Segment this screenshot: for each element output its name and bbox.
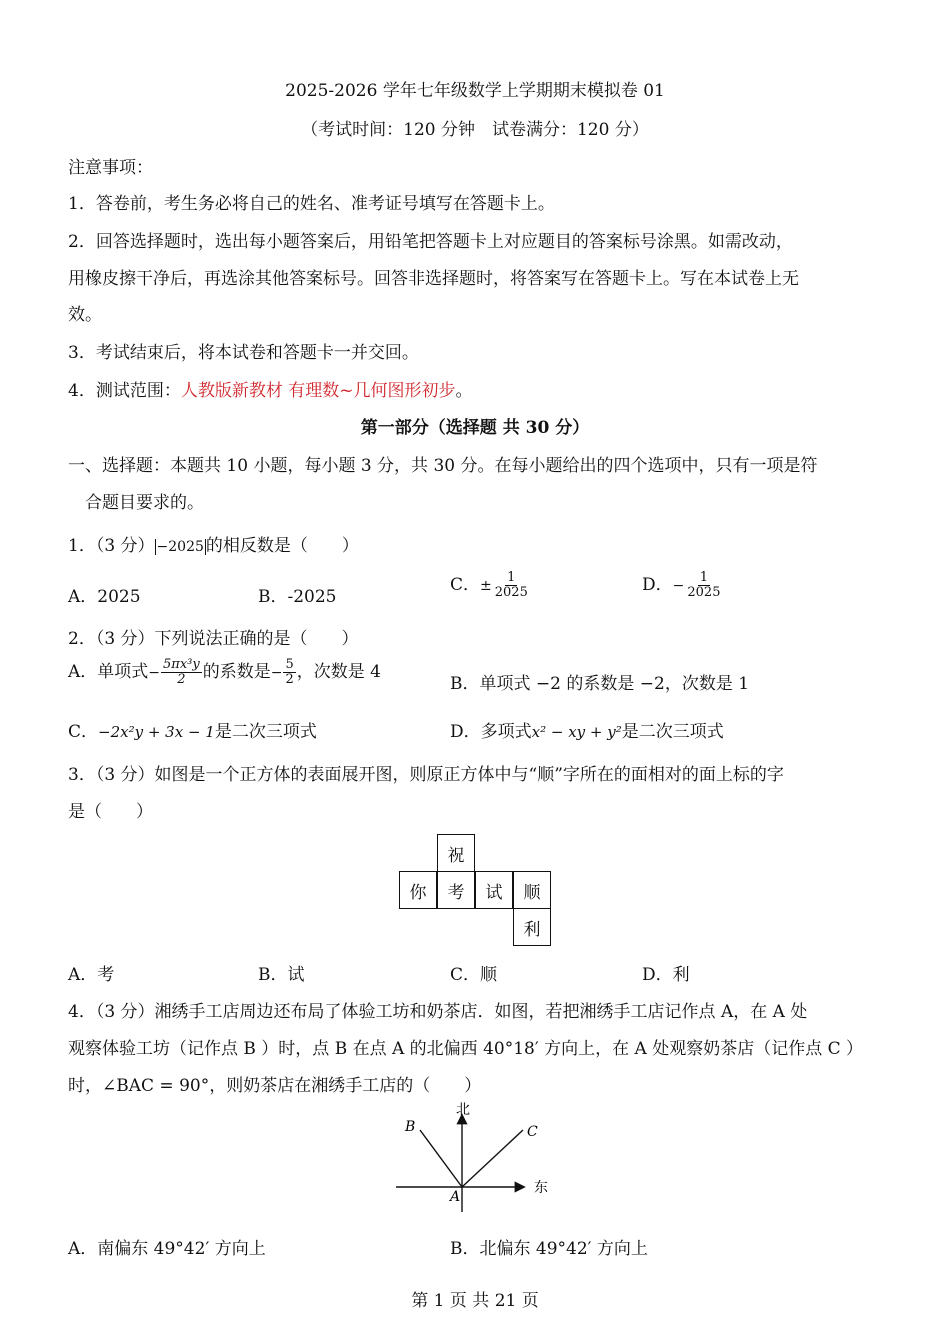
q2-a-num2: 5: [285, 657, 294, 673]
ray-ab: [420, 1130, 462, 1187]
section-intro-line-2: 合题目要求的。: [85, 493, 204, 513]
page-title: 2025-2026 学年七年级数学上学期期末模拟卷 01: [285, 81, 665, 101]
q2-a-num: 5πx³y: [163, 657, 200, 673]
q2-option-b[interactable]: B．单项式 −2 的系数是 −2，次数是 1: [450, 674, 750, 694]
q2-a-mid: 的系数是: [202, 662, 271, 682]
ray-ac: [462, 1130, 523, 1187]
q4-option-b[interactable]: B．北偏东 49°42′ 方向上: [450, 1239, 648, 1259]
note-2-line-3: 效。: [68, 305, 102, 325]
question-3-stem-line-2: 是（ ）: [68, 802, 153, 822]
net-cell-zhu: 祝: [437, 834, 475, 872]
q4-option-a[interactable]: A．南偏东 49°42′ 方向上: [68, 1239, 266, 1259]
q2-d-suffix: 是二次三项式: [621, 722, 724, 742]
q1-c-sign: ±: [480, 578, 492, 594]
q2-a-den: 2: [177, 672, 186, 687]
q3-option-d[interactable]: D．利: [642, 965, 690, 985]
q2-d-expr: x² − xy + y²: [531, 723, 622, 741]
q1-option-d[interactable]: [642, 570, 723, 600]
net-cell-kao: 考: [437, 871, 475, 909]
q2-a-neg2: −: [270, 665, 283, 681]
note-2-line-1: 2．回答选择题时，选出每小题答案后，用铅笔把答题卡上对应题目的答案标号涂黑。如需改动，: [68, 232, 793, 252]
q1-c-num: 1: [507, 570, 516, 586]
q3-option-a[interactable]: A．考: [68, 965, 115, 985]
section-intro-line-1: 一、选择题：本题共 10 小题，每小题 3 分，共 30 分。在每小题给出的四个选项中，只有一项是符: [68, 456, 818, 476]
note-1: 1．答卷前，考生务必将自己的姓名、准考证号填写在答题卡上。: [68, 194, 555, 214]
question-1-stem: [68, 531, 359, 556]
q2-d-prefix: D．多项式: [450, 722, 532, 742]
q1-d-den: 2025: [687, 585, 721, 600]
east-label: 东: [534, 1180, 548, 1196]
note-3: 3．考试结束后，将本试卷和答题卡一并交回。: [68, 343, 419, 363]
note-2-line-2: 用橡皮擦干净后，再选涂其他答案标号。回答非选择题时，将答案写在答题卡上。写在本试卷上无: [68, 269, 799, 289]
q2-a-neg: −: [148, 665, 161, 681]
q2-a-fraction: [161, 658, 202, 686]
q1-suffix: 的相反数是（ ）: [205, 536, 359, 556]
note-4-suffix: 。: [455, 381, 473, 401]
q2-a-fraction-2: [283, 658, 295, 686]
question-4-line-3: 时，∠BAC = 90°，则奶茶店在湘绣手工店的（ ）: [68, 1076, 482, 1096]
q1-abs-value: −2025: [156, 539, 204, 555]
q2-a-prefix: A．单项式: [68, 662, 149, 682]
q1-d-num: 1: [699, 570, 709, 586]
q1-d-sign: −: [672, 578, 685, 594]
notes-heading: 注意事项：: [68, 158, 153, 178]
net-cell-ni: 你: [399, 871, 437, 909]
q1-d-fraction: [685, 571, 722, 599]
point-b-label: B: [405, 1119, 416, 1135]
q3-option-c[interactable]: C．顺: [450, 965, 498, 985]
q2-option-d[interactable]: [450, 717, 724, 742]
page-number: 第 1 页 共 21 页: [411, 1291, 539, 1311]
q2-a-suffix: ，次数是 4: [296, 662, 381, 682]
part-1-title: 第一部分（选择题 共 30 分）: [360, 418, 590, 438]
question-3-stem-line-1: 3．（3 分）如图是一个正方体的表面展开图，则原正方体中与“顺”字所在的面相对的面上标的字: [68, 765, 784, 785]
q1-prefix: 1．（3 分）: [68, 536, 155, 556]
net-cell-shi: 试: [475, 871, 513, 909]
exam-info: （考试时间：120 分钟 试卷满分：120 分）: [301, 120, 649, 140]
q2-c-suffix: 是二次三项式: [214, 722, 317, 742]
q3-option-b[interactable]: B．试: [258, 965, 305, 985]
q2-c-expr: −2x²y + 3x − 1: [98, 723, 215, 741]
north-label: 北: [456, 1102, 470, 1118]
net-cell-li: 利: [513, 908, 551, 946]
question-4-line-2: 观察体验工坊（记作点 B ）时，点 B 在点 A 的北偏西 40°18′ 方向上，在 A 处观察奶茶店（记作点 C ）: [68, 1039, 864, 1059]
net-cell-shun: 顺: [513, 871, 551, 909]
q1-c-fraction: [493, 571, 530, 599]
q1-option-b[interactable]: B．-2025: [258, 587, 337, 607]
q2-option-a[interactable]: [68, 657, 381, 687]
note-4-prefix: 4．测试范围：: [68, 381, 181, 401]
note-4: [68, 376, 472, 401]
test-range: 人教版新教材 有理数~几何图形初步: [180, 381, 456, 401]
direction-diagram: [390, 1100, 560, 1215]
q1-c-den: 2025: [494, 585, 528, 600]
q1-d-label: D．: [642, 575, 673, 595]
q1-option-c[interactable]: [450, 570, 531, 600]
q1-option-a[interactable]: A．2025: [68, 587, 141, 607]
point-c-label: C: [527, 1124, 538, 1140]
question-2-stem: 2．（3 分）下列说法正确的是（ ）: [68, 629, 359, 649]
q2-option-c[interactable]: [68, 717, 317, 742]
point-a-label: A: [450, 1189, 461, 1205]
q2-c-label: C．: [68, 722, 99, 742]
question-4-line-1: 4．（3 分）湘绣手工店周边还布局了体验工坊和奶茶店．如图，若把湘绣手工店记作点 A，在 A 处: [68, 1002, 808, 1022]
q1-c-label: C．: [450, 575, 481, 595]
q2-a-den2: 2: [285, 672, 294, 687]
